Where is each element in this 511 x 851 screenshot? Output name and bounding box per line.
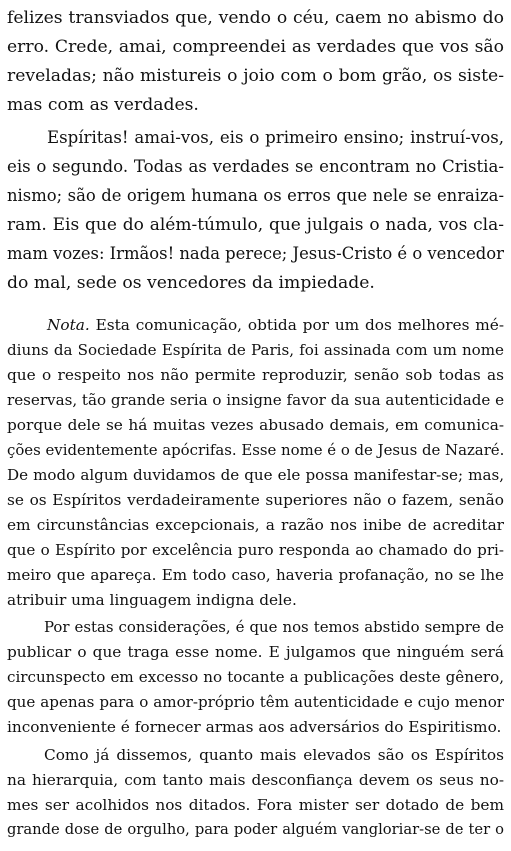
text-line: reservas, tão grande seria o insigne favor da sua autenticidade e — [7, 391, 505, 409]
text-line: Por estas considerações, é que nos temos abstido sempre de — [44, 618, 504, 636]
text-line: do mal, sede os vencedores da impiedade. — [7, 273, 375, 293]
text-line: felizes transviados que, vendo o céu, caem no abismo do — [7, 8, 504, 28]
note-first-line — [7, 313, 504, 337]
text-line: circunspecto em excesso no tocante a publicações deste gênero, — [7, 668, 504, 686]
text-line: publicar o que traga esse nome. E julgamos que ninguém será — [7, 643, 504, 661]
text-line: que o Espírito por excelência puro responda ao chamado do pri- — [7, 541, 504, 559]
text-line: erro. Crede, amai, compreendei as verdades que vos são — [7, 37, 504, 57]
text-line: mas com as verdades. — [7, 95, 199, 115]
text-line: diuns da Sociedade Espírita de Paris, foi assinada com um nome — [7, 341, 504, 359]
text-line: atribuir uma linguagem indigna dele. — [7, 591, 297, 609]
text-line: grande dose de orgulho, para poder alguém vangloriar-se de ter o — [7, 821, 504, 838]
text-line: Espíritas! amai-vos, eis o primeiro ensino; instruí-vos, — [47, 128, 504, 147]
text-line: inconveniente é fornecer armas aos adversários do Espiritismo. — [7, 718, 502, 736]
text-line: porque dele se há muitas vezes abusado demais, em comunica- — [7, 416, 504, 434]
note-label: Nota. — [47, 316, 90, 334]
text-line: eis o segundo. Todas as verdades se encontram no Cristia- — [7, 157, 504, 176]
text-line: ções evidentemente apócrifas. Esse nome é o de Jesus de Nazaré. — [7, 441, 505, 459]
text-line: mes ser acolhidos nos ditados. Fora mister ser dotado de bem — [7, 796, 504, 814]
note-first-line-text: Esta comunicação, obtida por um dos melhores mé- — [89, 316, 504, 334]
text-line: De modo algum duvidamos de que ele possa manifestar-se; mas, — [7, 466, 504, 484]
text-line: se os Espíritos verdadeiramente superiores não o fazem, senão — [7, 491, 504, 509]
text-line: reveladas; não mistureis o joio com o bom grão, os siste- — [7, 66, 504, 86]
text-line: que o respeito nos não permite reproduzir, senão sob todas as — [7, 366, 504, 384]
text-line: mam vozes: Irmãos! nada perece; Jesus-Cristo é o vencedor — [7, 244, 504, 263]
text-line: nismo; são de origem humana os erros que nele se enraiza- — [7, 186, 504, 205]
text-line: em circunstâncias excepcionais, a razão nos inibe de acreditar — [7, 516, 504, 534]
text-line: ram. Eis que do além-túmulo, que julgais o nada, vos cla- — [7, 215, 504, 235]
text-line: na hierarquia, com tanto mais desconfiança devem os seus no- — [7, 771, 504, 789]
text-line: meiro que apareça. Em todo caso, haveria profanação, no se lhe — [7, 566, 504, 584]
text-line: que apenas para o amor-próprio têm autenticidade e cujo menor — [7, 693, 504, 711]
text-line: Como já dissemos, quanto mais elevados são os Espíritos — [44, 746, 504, 764]
